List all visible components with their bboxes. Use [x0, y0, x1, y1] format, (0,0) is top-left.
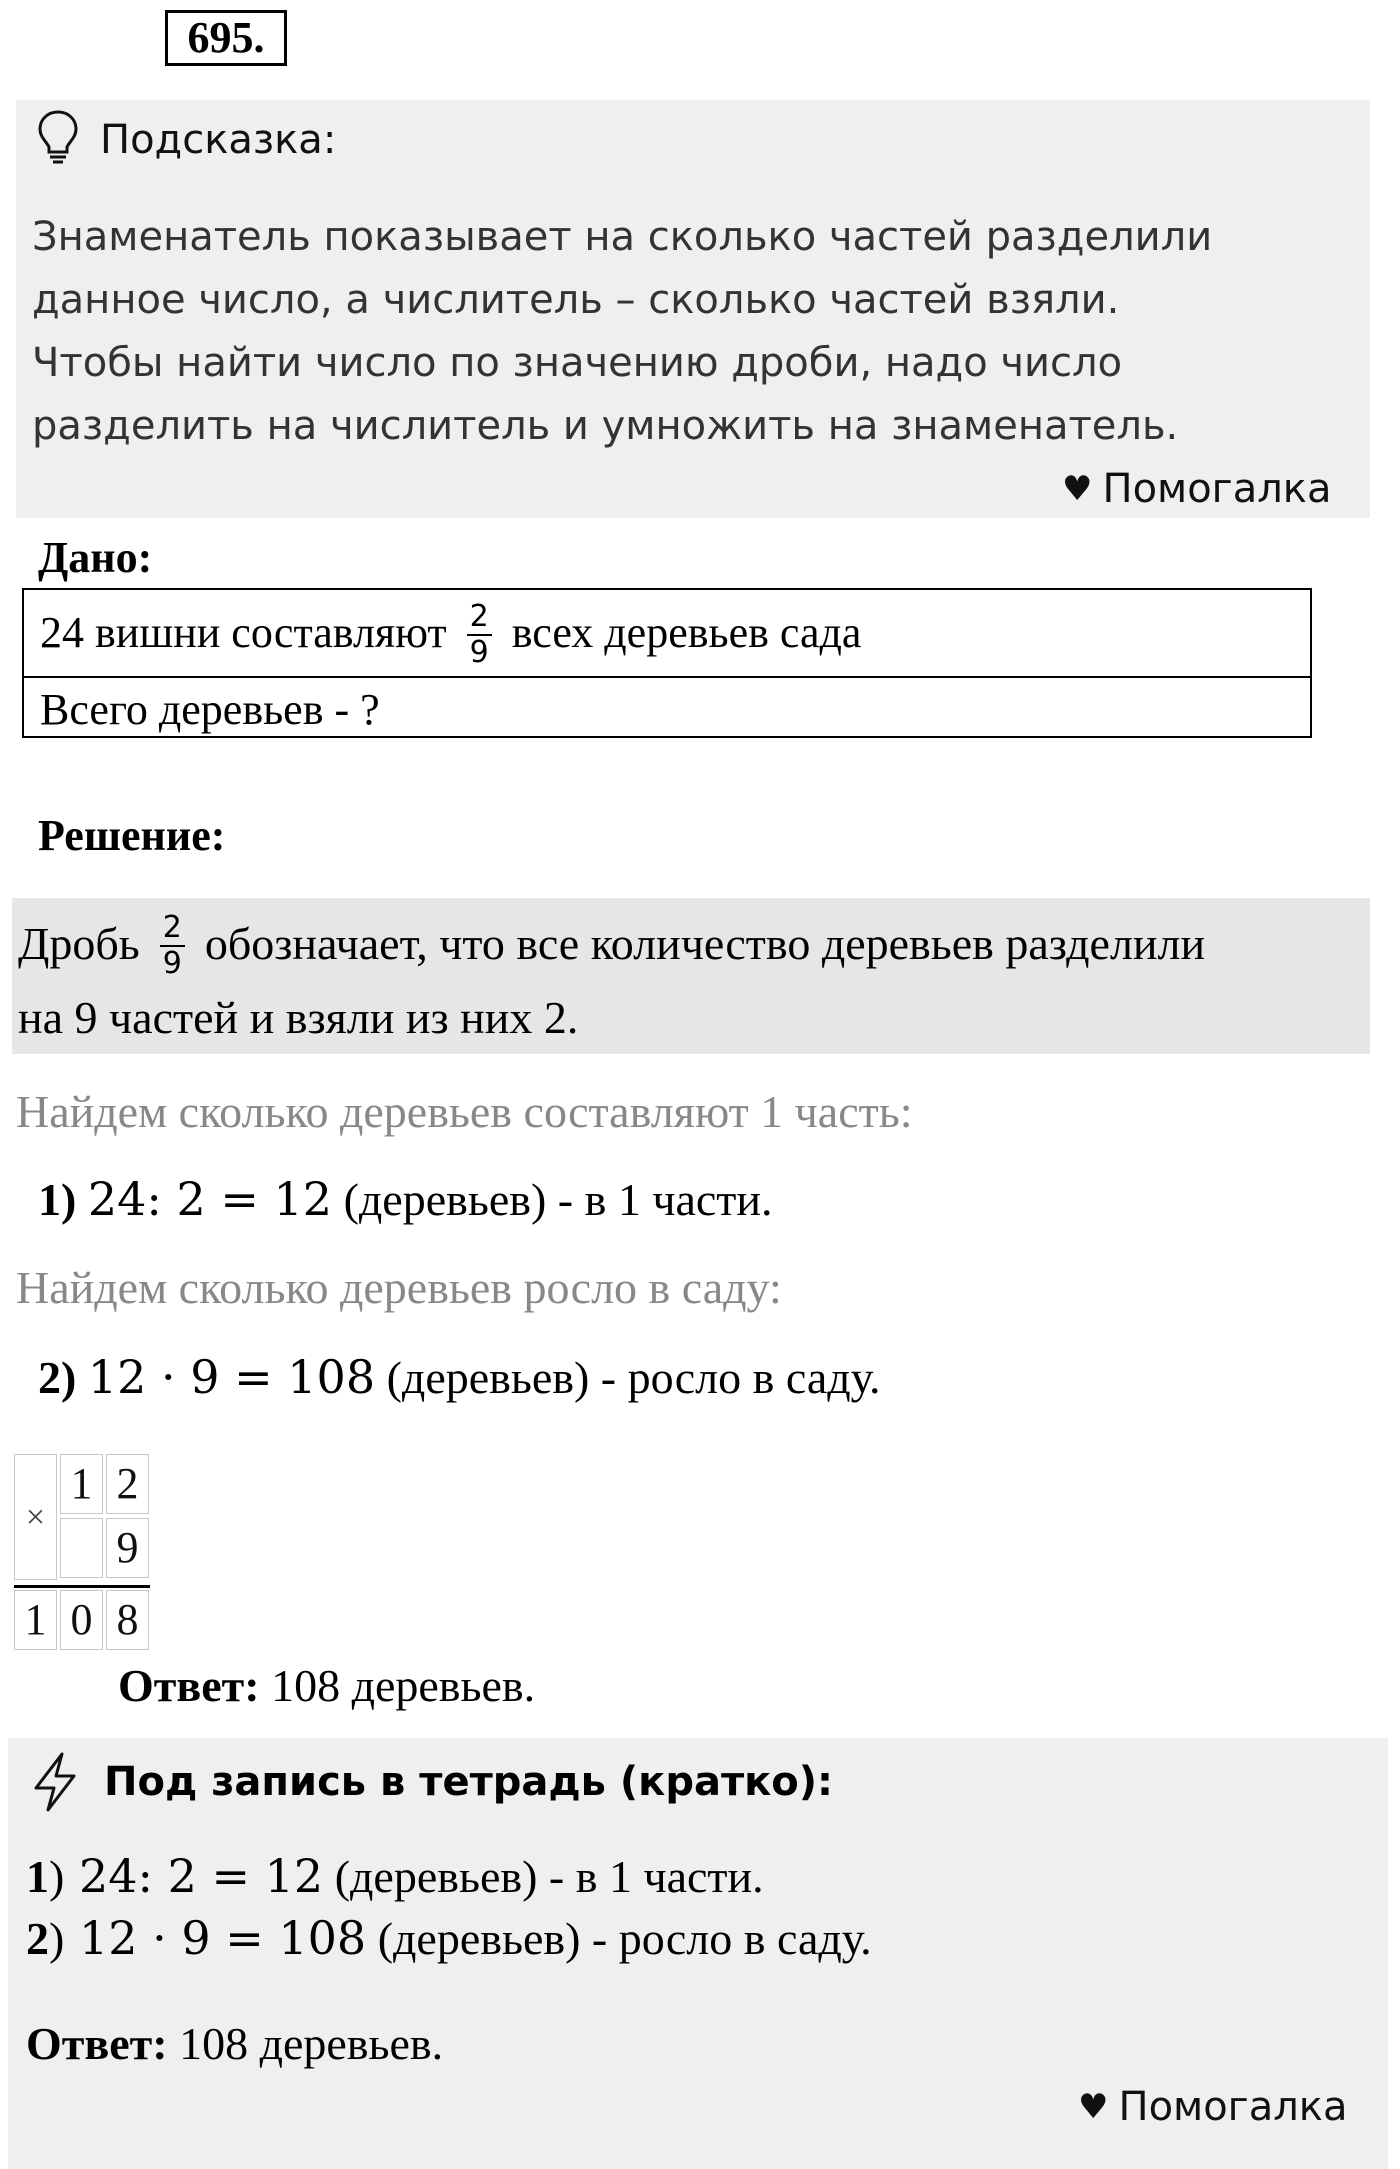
hint-line: разделить на числитель и умножить на знаменатель.	[32, 403, 1179, 449]
explanation-text-before: Дробь	[18, 918, 140, 969]
solution-label: Решение:	[38, 811, 226, 860]
notebook-title: Под запись в тетрадь (кратко):	[104, 1759, 834, 1805]
notebook-step-1	[26, 1846, 764, 1907]
step-text: (деревьев) - в 1 части.	[323, 1851, 764, 1902]
notebook-answer	[26, 2014, 443, 2074]
answer	[118, 1656, 535, 1716]
step-expression: 12 · 9 = 108	[87, 1350, 376, 1404]
brand-link[interactable]	[1078, 2082, 1347, 2134]
given-text-before: 24 вишни составляют	[40, 608, 447, 658]
calc-cell: 1	[60, 1454, 103, 1514]
step-1-description: Найдем сколько деревьев составляют 1 часть:	[16, 1086, 913, 1137]
fraction-denominator: 9	[469, 635, 489, 670]
hint-line: Чтобы найти число по значению дроби, надо число	[32, 340, 1123, 386]
hint-title: Подсказка:	[100, 117, 337, 163]
step-paren: )	[49, 1913, 65, 1964]
explanation-line-2: на 9 частей и взяли из них 2.	[18, 992, 579, 1043]
brand-label: Помогалка	[1102, 466, 1332, 512]
lightbulb-icon	[36, 108, 80, 168]
step-number: 1	[26, 1851, 49, 1902]
step-1	[38, 1168, 773, 1231]
heart-icon: ♥	[1078, 2087, 1109, 2127]
hint-line: данное число, а числитель – сколько частей взяли.	[32, 277, 1120, 323]
step-paren: )	[49, 1851, 65, 1902]
answer-label: Ответ:	[26, 2018, 168, 2069]
step-number: 2)	[38, 1352, 77, 1403]
calc-result-cell: 1	[14, 1590, 57, 1650]
step-expression: 24: 2 = 12	[64, 1849, 324, 1903]
calc-result-cell: 0	[60, 1590, 103, 1650]
step-number: 2	[26, 1913, 49, 1964]
step-2	[38, 1346, 881, 1409]
answer-value: 108 деревьев.	[167, 2018, 444, 2069]
step-expression: 24: 2 = 12	[87, 1172, 333, 1226]
fraction	[160, 911, 185, 981]
answer-label: Ответ:	[118, 1660, 260, 1711]
heart-icon: ♥	[1062, 469, 1093, 509]
given-row-1	[40, 599, 862, 672]
lightning-icon	[28, 1750, 82, 1814]
fraction	[467, 600, 492, 670]
step-number: 1)	[38, 1174, 77, 1225]
table-divider	[22, 676, 1312, 678]
notebook-step-2	[26, 1908, 872, 1969]
fraction-denominator: 9	[162, 946, 182, 982]
given-label: Дано:	[38, 533, 153, 582]
explanation-text-after: обозначает, что все количество деревьев разделили	[204, 918, 1206, 969]
calc-cell: 9	[106, 1518, 149, 1578]
answer-value: 108 деревьев.	[259, 1660, 536, 1711]
calc-underline	[14, 1585, 150, 1588]
problem-number: 695.	[165, 10, 287, 66]
fraction-numerator: 2	[467, 600, 492, 636]
column-multiplication	[14, 1454, 150, 1652]
explanation-line-1	[18, 904, 1205, 984]
fraction-numerator: 2	[160, 911, 185, 947]
step-text: (деревьев) - росло в саду.	[375, 1352, 881, 1403]
calc-cell: 2	[106, 1454, 149, 1514]
brand-label: Помогалка	[1118, 2084, 1348, 2130]
hint-text	[32, 206, 1352, 458]
given-row-2: Всего деревьев - ?	[40, 685, 380, 734]
step-text: (деревьев) - росло в саду.	[366, 1913, 872, 1964]
step-expression: 12 · 9 = 108	[64, 1911, 367, 1965]
calc-cell	[60, 1518, 103, 1578]
step-text: (деревьев) - в 1 части.	[332, 1174, 773, 1225]
calc-result-cell: 8	[106, 1590, 149, 1650]
brand-link[interactable]	[1062, 464, 1331, 516]
step-2-description: Найдем сколько деревьев росло в саду:	[16, 1262, 782, 1313]
given-text-after: всех деревьев сада	[511, 608, 862, 658]
multiply-sign: ×	[14, 1454, 57, 1580]
hint-line: Знаменатель показывает на сколько частей разделили	[32, 214, 1213, 260]
